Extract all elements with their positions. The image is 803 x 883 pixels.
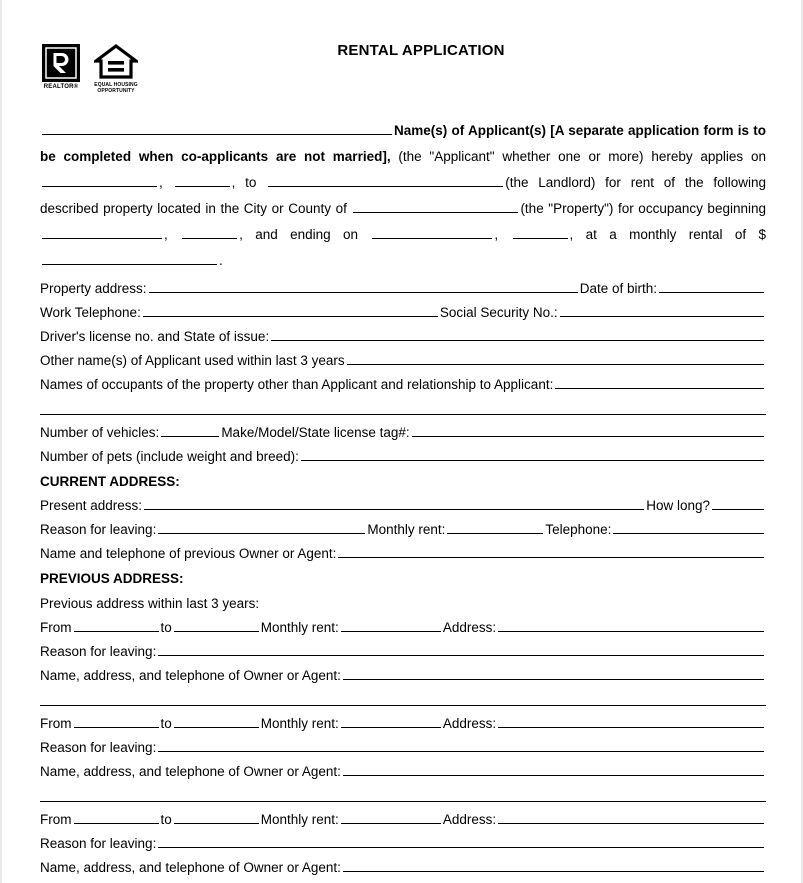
current-telephone-input[interactable] bbox=[613, 521, 764, 534]
intro-text-6: (the "Property") for occupancy beginning bbox=[520, 201, 766, 216]
intro-bold-text: Name(s) of Applicant(s) [A separate application form is to be completed when co-applicants are not married], bbox=[40, 123, 766, 164]
current-monthly-rent-input[interactable] bbox=[447, 521, 543, 534]
previous-block-3-from-row bbox=[40, 808, 766, 832]
previous-block-3-owner-label: Name, address, and telephone of Owner or Agent: bbox=[40, 860, 341, 875]
eho-caption-line1: EQUAL HOUSING bbox=[94, 82, 138, 88]
drivers-license-label: Driver's license no. and State of issue: bbox=[40, 329, 270, 344]
property-address-label: Property address: bbox=[40, 281, 147, 296]
previous-owner-label: Name and telephone of previous Owner or Agent: bbox=[40, 546, 337, 561]
previous-block-1-rent-label: Monthly rent: bbox=[260, 620, 339, 635]
previous-block-2-address-label: Address: bbox=[442, 716, 497, 731]
previous-block-1-to-label: to bbox=[160, 620, 172, 635]
previous-block-2-from-row bbox=[40, 712, 766, 736]
pets-row bbox=[40, 445, 766, 469]
number-of-vehicles-label: Number of vehicles: bbox=[40, 425, 160, 440]
eho-caption-line2: OPPORTUNITY bbox=[97, 88, 135, 95]
previous-owner-input[interactable] bbox=[338, 545, 764, 558]
drivers-license-row bbox=[40, 325, 766, 349]
other-names-input[interactable] bbox=[347, 352, 764, 365]
previous-block-1-address-input[interactable] bbox=[498, 619, 764, 632]
occupancy-begin-date-blank[interactable] bbox=[42, 226, 162, 239]
dollar-sign: $ bbox=[758, 227, 766, 242]
previous-block-2-continuation-line[interactable] bbox=[40, 801, 766, 802]
intro-text-4: , to bbox=[231, 175, 257, 190]
previous-block-3-reason-label: Reason for leaving: bbox=[40, 836, 157, 851]
number-of-pets-input[interactable] bbox=[301, 448, 764, 461]
current-telephone-label: Telephone: bbox=[545, 522, 612, 537]
previous-block-2-from-input[interactable] bbox=[74, 715, 159, 728]
previous-block-3-owner-input[interactable] bbox=[343, 859, 764, 872]
previous-block-2-rent-input[interactable] bbox=[341, 715, 441, 728]
present-address-row bbox=[40, 494, 766, 518]
intro-text-8: , and ending on bbox=[239, 227, 359, 242]
present-address-label: Present address: bbox=[40, 498, 143, 513]
intro-comma-1: , bbox=[159, 175, 163, 190]
other-names-row bbox=[40, 349, 766, 373]
previous-block-2-reason-label: Reason for leaving: bbox=[40, 740, 157, 755]
previous-address-subtitle: Previous address within last 3 years: bbox=[40, 596, 260, 611]
intro-text-5: (the Landlord) for rent of the following described property located in the City or County of bbox=[40, 175, 766, 216]
previous-block-2-owner-label: Name, address, and telephone of Owner or Agent: bbox=[40, 764, 341, 779]
previous-block-3-from-input[interactable] bbox=[74, 811, 159, 824]
previous-block-3-to-input[interactable] bbox=[174, 811, 259, 824]
previous-block-1-continuation-line[interactable] bbox=[40, 705, 766, 706]
previous-block-1-to-input[interactable] bbox=[174, 619, 259, 632]
previous-block-2-rent-label: Monthly rent: bbox=[260, 716, 339, 731]
previous-block-3-from-label: From bbox=[40, 812, 72, 827]
realtor-logo-caption: REALTOR® bbox=[43, 84, 79, 90]
work-telephone-input[interactable] bbox=[143, 304, 438, 317]
previous-block-2-owner-input[interactable] bbox=[343, 763, 764, 776]
previous-block-1-address-label: Address: bbox=[442, 620, 497, 635]
intro-period: . bbox=[219, 253, 223, 268]
occupants-row bbox=[40, 373, 766, 397]
current-reason-label: Reason for leaving: bbox=[40, 522, 157, 537]
page-title: RENTAL APPLICATION bbox=[337, 42, 505, 59]
how-long-label: How long? bbox=[646, 498, 710, 513]
previous-block-1-reason-label: Reason for leaving: bbox=[40, 644, 157, 659]
previous-block-3-to-label: to bbox=[160, 812, 172, 827]
previous-block-3-address-label: Address: bbox=[442, 812, 497, 827]
intro-comma-2: , bbox=[164, 227, 168, 242]
application-date-blank[interactable] bbox=[42, 174, 157, 187]
intro-paragraph bbox=[40, 118, 766, 274]
document-header bbox=[2, 0, 801, 95]
number-of-vehicles-input[interactable] bbox=[161, 424, 219, 437]
current-monthly-rent-label: Monthly rent: bbox=[367, 522, 446, 537]
previous-block-1-owner-input[interactable] bbox=[343, 667, 764, 680]
how-long-input[interactable] bbox=[712, 497, 764, 510]
drivers-license-input[interactable] bbox=[271, 328, 764, 341]
intro-text-10: , at a monthly rental of bbox=[569, 227, 747, 242]
previous-block-3-address-input[interactable] bbox=[498, 811, 764, 824]
occupancy-end-year-blank[interactable] bbox=[513, 226, 568, 239]
make-model-tag-label: Make/Model/State license tag#: bbox=[221, 425, 410, 440]
occupants-continuation-line[interactable] bbox=[40, 414, 766, 415]
applicant-names-blank[interactable] bbox=[42, 122, 392, 135]
intro-text-2: (the "Applicant" whether one or more) hereby applies on bbox=[398, 149, 766, 164]
form-body bbox=[40, 118, 766, 880]
current-reason-row bbox=[40, 518, 766, 542]
previous-block-1-from-row bbox=[40, 616, 766, 640]
property-address-input[interactable] bbox=[149, 280, 578, 293]
previous-block-3-reason-input[interactable] bbox=[158, 835, 764, 848]
previous-block-2-reason-input[interactable] bbox=[158, 739, 764, 752]
date-of-birth-input[interactable] bbox=[659, 280, 764, 293]
occupancy-begin-year-blank[interactable] bbox=[182, 226, 237, 239]
current-reason-input[interactable] bbox=[158, 521, 365, 534]
previous-block-2-reason-row bbox=[40, 736, 766, 760]
current-address-heading: CURRENT ADDRESS: bbox=[40, 474, 180, 489]
monthly-rental-amount-blank[interactable] bbox=[42, 252, 217, 265]
make-model-tag-input[interactable] bbox=[412, 424, 764, 437]
social-security-label: Social Security No.: bbox=[439, 305, 558, 320]
previous-block-2-from-label: From bbox=[40, 716, 72, 731]
date-of-birth-label: Date of birth: bbox=[579, 281, 657, 296]
previous-block-3-reason-row bbox=[40, 832, 766, 856]
work-telephone-label: Work Telephone: bbox=[40, 305, 141, 320]
occupants-input[interactable] bbox=[555, 376, 764, 389]
previous-block-3-rent-input[interactable] bbox=[341, 811, 441, 824]
previous-block-1-reason-input[interactable] bbox=[158, 643, 764, 656]
previous-address-heading: PREVIOUS ADDRESS: bbox=[40, 571, 184, 586]
work-telephone-row bbox=[40, 301, 766, 325]
previous-block-1-owner-label: Name, address, and telephone of Owner or Agent: bbox=[40, 668, 341, 683]
other-names-label: Other name(s) of Applicant used within last 3 years bbox=[40, 353, 345, 368]
previous-block-2-address-input[interactable] bbox=[498, 715, 764, 728]
intro-comma-3: , bbox=[494, 227, 499, 242]
previous-block-2-to-input[interactable] bbox=[174, 715, 259, 728]
present-address-input[interactable] bbox=[144, 497, 644, 510]
social-security-input[interactable] bbox=[560, 304, 764, 317]
vehicles-row bbox=[40, 421, 766, 445]
previous-block-1-owner-row bbox=[40, 664, 766, 688]
previous-block-1-rent-input[interactable] bbox=[341, 619, 441, 632]
previous-block-1-reason-row bbox=[40, 640, 766, 664]
occupants-label: Names of occupants of the property other than Applicant and relationship to Applicant: bbox=[40, 377, 554, 392]
landlord-name-blank[interactable] bbox=[268, 174, 503, 187]
previous-block-1-from-input[interactable] bbox=[74, 619, 159, 632]
previous-block-3-owner-row bbox=[40, 856, 766, 880]
previous-block-3-rent-label: Monthly rent: bbox=[260, 812, 339, 827]
application-year-blank[interactable] bbox=[175, 174, 230, 187]
city-county-blank[interactable] bbox=[353, 200, 518, 213]
occupancy-end-date-blank[interactable] bbox=[372, 226, 492, 239]
number-of-pets-label: Number of pets (include weight and breed): bbox=[40, 449, 299, 464]
previous-owner-row bbox=[40, 542, 766, 566]
property-address-row bbox=[40, 277, 766, 301]
previous-block-2-to-label: to bbox=[160, 716, 172, 731]
previous-block-1-from-label: From bbox=[40, 620, 72, 635]
previous-block-2-owner-row bbox=[40, 760, 766, 784]
